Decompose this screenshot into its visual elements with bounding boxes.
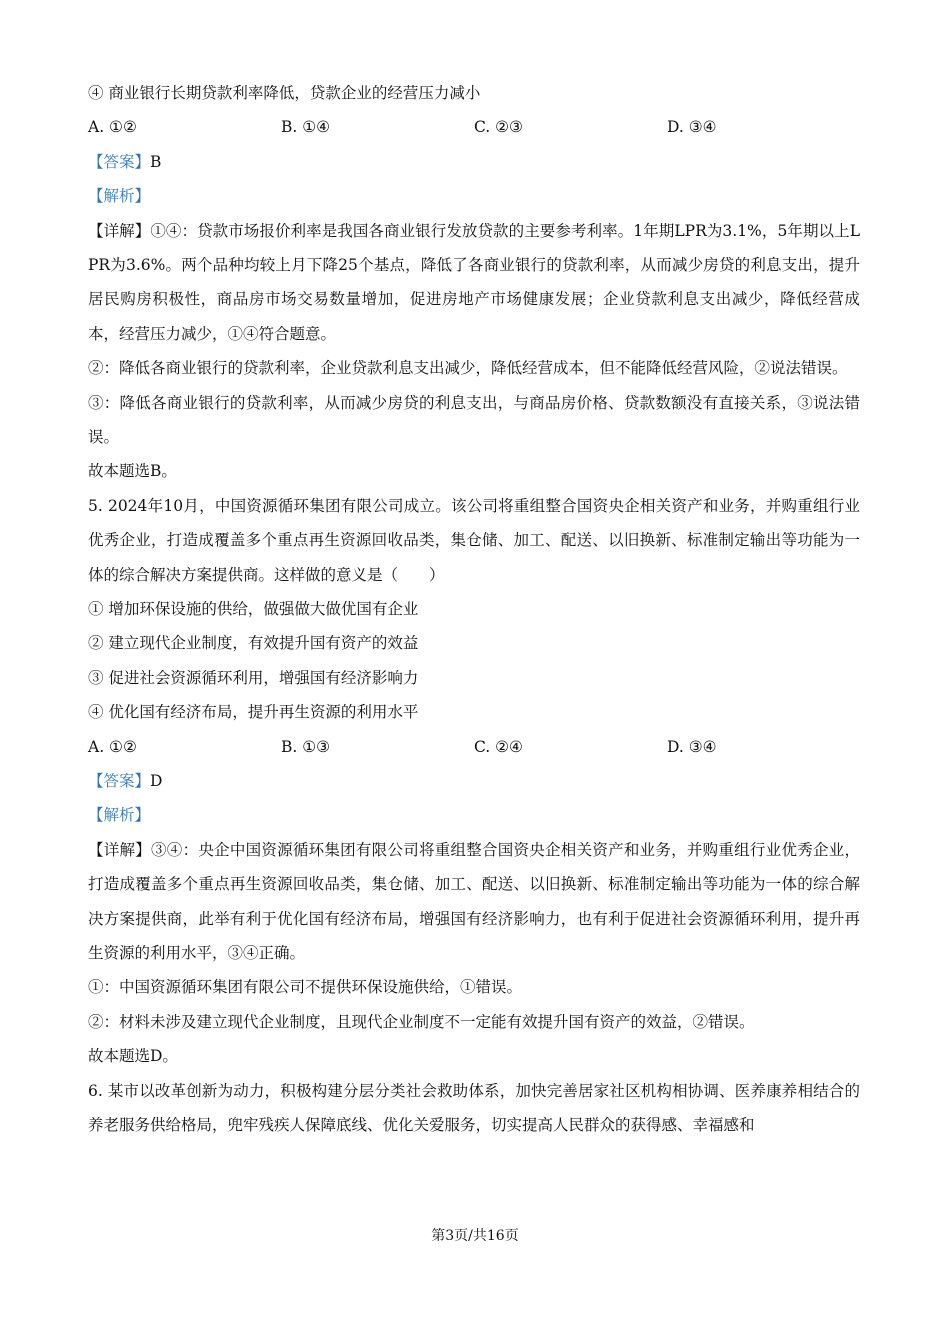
analysis-tag: 【解析】 <box>88 806 151 825</box>
detail-text: ①④：贷款市场报价利率是我国各商业银行发放贷款的主要参考利率。1年期LPR为3.1%，5年期以上LPR为3.6%。两个品种均较上月下降25个基点，降低了各商业银行的贷款利率，从而减少房贷的利息支出，提升居民购房积极性，商品房市场交易数量增加，促进房地产市场健康发展；企业贷款利息支出减少，降低经营成本，经营压力减少，①④符合题意。 <box>88 221 860 343</box>
q4-answer <box>88 145 860 179</box>
q5-note-2: ②：材料未涉及建立现代企业制度，且现代企业制度不一定能有效提升国有资产的效益，②错误。 <box>88 1012 755 1031</box>
q4-note-3: ③：降低各商业银行的贷款利率，从而减少房贷的利息支出，与商品房价格、贷款数额没有直接关系，③说法错误。 <box>88 393 860 446</box>
q5-statement-1: ① 增加环保设施的供给，做强做大做优国有企业 <box>88 600 419 619</box>
q5-option-c: C. ②④ <box>474 737 523 756</box>
q4-option-d: D. ③④ <box>667 118 717 137</box>
q4-note-2: ②：降低各商业银行的贷款利率，企业贷款利息支出减少，降低经营成本，但不能降低经营风险，②说法错误。 <box>88 359 848 378</box>
q4-option-c: C. ②③ <box>474 118 523 137</box>
q5-options <box>88 730 860 764</box>
q4-option-b: B. ①④ <box>281 118 331 137</box>
q5-stem: 5. 2024年10月，中国资源循环集团有限公司成立。该公司将重组整合国资央企相关资产和业务，并购重组行业优秀企业，打造成覆盖多个重点再生资源回收品类，集仓储、加工、配送、以旧换新、标准制定输出等功能为一体的综合解决方案提供商。这样做的意义是（ ） <box>88 496 860 584</box>
answer-value: B <box>150 152 162 171</box>
q5-statement-4: ④ 优化国有经济布局，提升再生资源的利用水平 <box>88 703 419 722</box>
answer-tag: 【答案】 <box>88 771 151 790</box>
q6-stem: 6. 某市以改革创新为动力，积极构建分层分类社会救助体系，加快完善居家社区机构相协调、医养康养相结合的养老服务供给格局，兜牢残疾人保障底线、优化关爱服务，切实提高人民群众的获得感、幸福感和 <box>88 1081 860 1134</box>
q5-analysis-heading <box>88 798 860 832</box>
q5-statement-2: ② 建立现代企业制度，有效提升国有资产的效益 <box>88 634 419 653</box>
analysis-tag: 【解析】 <box>88 187 151 206</box>
q4-options <box>88 110 860 144</box>
answer-tag: 【答案】 <box>88 152 151 171</box>
q5-option-a: A. ①② <box>88 737 137 756</box>
q4-detail <box>88 214 860 352</box>
q5-answer <box>88 764 860 798</box>
q5-note-1: ①：中国资源循环集团有限公司不提供环保设施供给，①错误。 <box>88 978 523 997</box>
q4-analysis-heading <box>88 179 860 213</box>
q5-option-d: D. ③④ <box>667 737 717 756</box>
q5-option-b: B. ①③ <box>281 737 331 756</box>
q4-statement-4: ④ 商业银行长期贷款利率降低，贷款企业的经营压力减小 <box>88 84 481 102</box>
q4-option-a: A. ①② <box>88 118 137 137</box>
detail-tag: 【详解】 <box>88 221 151 240</box>
page-content <box>88 76 860 1142</box>
answer-value: D <box>150 771 163 790</box>
detail-tag: 【详解】 <box>88 840 152 859</box>
q5-statement-3: ③ 促进社会资源循环利用，增强国有经济影响力 <box>88 668 419 687</box>
q5-detail <box>88 833 860 971</box>
page-footer: 第3页/共16页 <box>431 1228 519 1244</box>
q5-conclusion: 故本题选D。 <box>88 1047 178 1066</box>
detail-text: ③④：央企中国资源循环集团有限公司将重组整合国资央企相关资产和业务，并购重组行业优秀企业，打造成覆盖多个重点再生资源回收品类，集仓储、加工、配送、以旧换新、标准制定输出等功能为一体的综合解决方案提供商，此举有利于优化国有经济布局，增强国有经济影响力，也有利于促进社会资源循环利用，提升再生资源的利用水平，③④正确。 <box>88 840 860 962</box>
q4-conclusion: 故本题选B。 <box>88 462 177 481</box>
